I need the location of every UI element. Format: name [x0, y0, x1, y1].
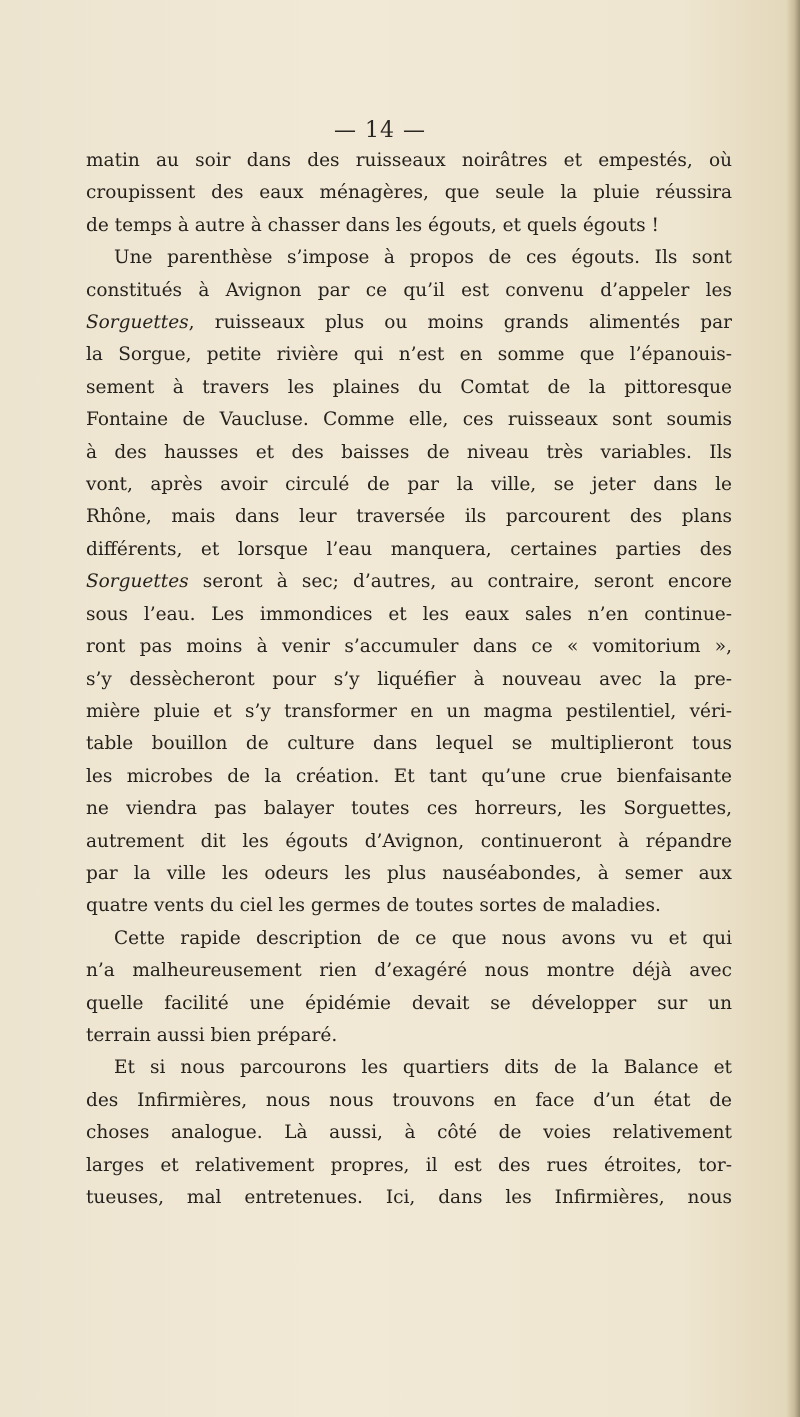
- text-line: vont, après avoir circulé de par la ville, se jeter dans le: [86, 474, 732, 496]
- paragraph: [86, 242, 732, 923]
- text-line: terrain aussi bien préparé.: [86, 1024, 338, 1046]
- text-line: Sorguettes, ruisseaux plus ou moins grands alimentés par: [86, 312, 732, 334]
- text-line: autrement dit les égouts d’Avignon, continueront à répandre: [86, 830, 732, 852]
- page-edge-shadow: [786, 0, 800, 1417]
- text-line: choses analogue. Là aussi, à côté de voies relativement: [86, 1122, 732, 1144]
- text-line: sous l’eau. Les immondices et les eaux sales n’en continue-: [86, 603, 732, 625]
- text-line: à des hausses et des baisses de niveau très variables. Ils: [86, 441, 732, 463]
- text-line: différents, et lorsque l’eau manquera, certaines parties des: [86, 538, 732, 560]
- text-line: croupissent des eaux ménagères, que seule la pluie réussira: [86, 182, 732, 204]
- text-line: sement à travers les plaines du Comtat de la pittoresque: [86, 376, 732, 398]
- text-line: Cette rapide description de ce que nous avons vu et qui: [114, 927, 732, 949]
- paragraph: [86, 1052, 732, 1214]
- text-line: Et si nous parcourons les quartiers dits de la Balance et: [114, 1057, 732, 1079]
- text-line: ne viendra pas balayer toutes ces horreurs, les Sorguettes,: [86, 798, 732, 820]
- text-line: de temps à autre à chasser dans les égouts, et quels égouts !: [86, 214, 659, 236]
- text-line: quatre vents du ciel les germes de toutes sortes de maladies.: [86, 895, 661, 917]
- text-line: constitués à Avignon par ce qu’il est convenu d’appeler les: [86, 279, 732, 301]
- text-line: des Infirmières, nous nous trouvons en face d’un état de: [86, 1089, 732, 1111]
- paragraph: [86, 923, 732, 1053]
- text-line: les microbes de la création. Et tant qu’une crue bienfaisante: [86, 765, 732, 787]
- text-line: la Sorgue, petite rivière qui n’est en somme que l’épanouis-: [86, 344, 732, 366]
- body-text: [86, 145, 732, 1214]
- text-line: n’a malheureusement rien d’exagéré nous montre déjà avec: [86, 960, 732, 982]
- text-line: Fontaine de Vaucluse. Comme elle, ces ruisseaux sont soumis: [86, 409, 732, 431]
- text-line: Sorguettes seront à sec; d’autres, au contraire, seront encore: [86, 571, 732, 593]
- text-line: s’y dessècheront pour s’y liquéfier à nouveau avec la pre-: [86, 668, 732, 690]
- text-line: table bouillon de culture dans lequel se multiplieront tous: [86, 733, 732, 755]
- text-line: Rhône, mais dans leur traversée ils parcourent des plans: [86, 506, 732, 528]
- text-line: ront pas moins à venir s’accumuler dans ce « vomitorium »,: [86, 636, 732, 658]
- text-line: mière pluie et s’y transformer en un magma pestilentiel, véri-: [86, 700, 732, 722]
- text-line: par la ville les odeurs les plus nauséabondes, à semer aux: [86, 862, 732, 884]
- text-line: larges et relativement propres, il est des rues étroites, tor-: [86, 1154, 732, 1176]
- text-line: tueuses, mal entretenues. Ici, dans les Infirmières, nous: [86, 1187, 732, 1208]
- text-line: Une parenthèse s’impose à propos de ces égouts. Ils sont: [114, 247, 732, 269]
- text-line: quelle facilité une épidémie devait se développer sur un: [86, 992, 732, 1014]
- paragraph: [86, 145, 732, 242]
- text-line: matin au soir dans des ruisseaux noirâtres et empestés, où: [86, 150, 732, 171]
- page-number: — 14 —: [334, 118, 426, 143]
